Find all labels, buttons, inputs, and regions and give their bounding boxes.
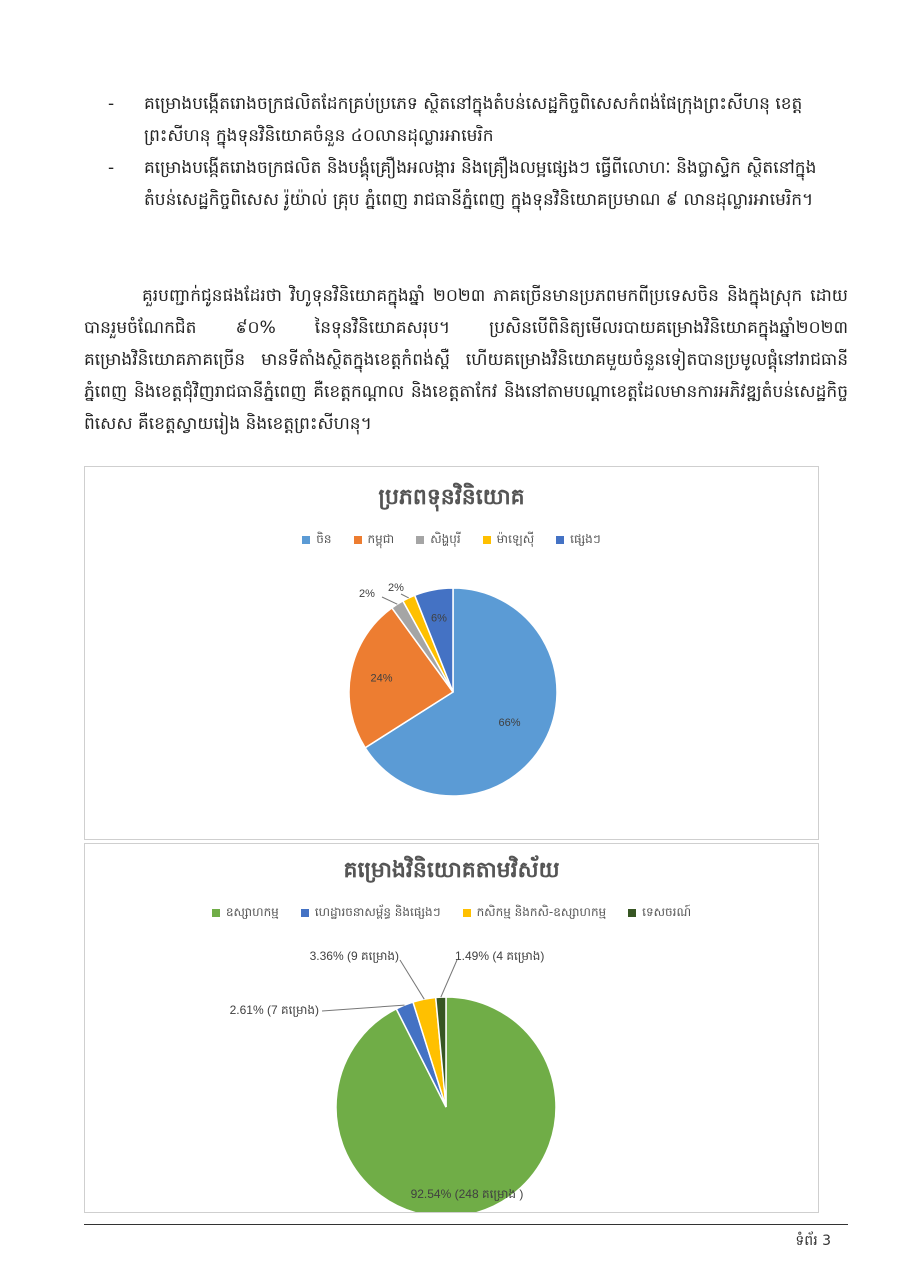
data-label: 6% <box>431 612 447 625</box>
legend-label: កម្ពុជា <box>367 532 395 546</box>
legend-label: ចិន <box>316 532 332 546</box>
chart-title: គម្រោងវិនិយោគតាមវិស័យ <box>343 858 560 883</box>
label-leader <box>400 960 424 999</box>
legend-label: ផ្សេងៗ <box>570 532 601 546</box>
pie-svg <box>85 467 818 839</box>
label-leader <box>382 597 397 604</box>
pie-svg <box>85 844 818 1212</box>
legend-label: ឧស្សាហកម្ម <box>225 905 279 919</box>
bullet-text: គម្រោងបង្កើតរោងចក្រផលិតដែកគ្រប់ប្រភេទ ស្ថិតនៅក្នុងតំបន់សេដ្ឋកិច្ចពិសេសកំពង់ផែក្រុងព្រះសីហនុ ខេត្តព្រះសីហនុ ក្នុងទុនវិនិយោគចំនួន ៤០លានដុល្លារអាមេរិក <box>144 94 803 146</box>
legend-label: ទេសចរណ៍ <box>642 905 692 919</box>
data-label: 1.49% (4 គម្រោង) <box>455 949 545 964</box>
bullet-list <box>108 88 848 216</box>
label-leader <box>322 1005 405 1011</box>
bullet-item <box>108 152 848 216</box>
legend-label: ម៉ាឡេស៊ី <box>496 532 535 546</box>
data-label: 24% <box>370 672 393 685</box>
bullet-item <box>108 88 848 152</box>
data-label: 3.36% (9 គម្រោង) <box>309 949 399 964</box>
bullet-text: គម្រោងបង្កើតរោងចក្រផលិត និងបង្គុំគ្រឿងអលង្ការ និងគ្រឿងលម្អផ្សេងៗ ធ្វើពីលោហៈ និងប្លាស្ទិក ស្ថិតនៅក្នុងតំបន់សេដ្ឋកិច្ចពិសេស រ៉ូយ៉ាល់ គ្រុប ភ្នំពេញ រាជធានីភ្នំពេញ ក្នុងទុនវិនិយោគប្រមាណ ៩ លានដុល្លារអាមេរិក។ <box>144 158 817 210</box>
investment-source-chart <box>84 466 819 840</box>
legend-label: កសិកម្ម និងកសិ-ឧស្សាហកម្ម <box>476 905 607 919</box>
label-leader <box>441 960 457 997</box>
data-label: 2% <box>388 581 404 594</box>
body-paragraph: គួរបញ្ជាក់ជូនផងដែរថា វិហូទុនវិនិយោគក្នុងឆ្នាំ ២០២៣ ភាគច្រើនមានប្រភពមកពីប្រទេសចិន និងក្នុងស្រុក ដោយបានរួមចំណែកជិត ៩០% នៃទុនវិនិយោគសរុប។ ប្រសិនបើពិនិត្យមើលរបាយគម្រោងវិនិយោគក្នុងឆ្នាំ២០២៣ គម្រោងវិនិយោគភាគច្រើន មានទីតាំងស្ថិតក្នុងខេត្តកំពង់ស្ពឺ ហើយគម្រោងវិនិយោគមួយចំនួនទៀតបានប្រមូលផ្តុំនៅរាជធានីភ្នំពេញ និងខេត្តជុំវិញរាជធានីភ្នំពេញ គឺខេត្តកណ្តាល និងខេត្តតាកែវ និងនៅតាមបណ្តាខេត្តដែលមានការអភិវឌ្ឍតំបន់សេដ្ឋកិច្ចពិសេស គឺខេត្តស្វាយរៀង និងខេត្តព្រះសីហនុ។ <box>84 286 848 434</box>
page-number: ទំព័រ 3 <box>795 1233 831 1249</box>
investment-sector-chart <box>84 843 819 1213</box>
data-label: 92.54% (248 គម្រោង ) <box>410 1186 524 1201</box>
footer-divider <box>84 1224 848 1225</box>
data-label: 2.61% (7 គម្រោង) <box>229 1003 319 1018</box>
bullet-dash: - <box>108 158 115 178</box>
data-label: 66% <box>498 716 521 729</box>
label-leader <box>401 594 409 598</box>
legend-label: ហេដ្ឋារចនាសម្ព័ន្ធ និងផ្សេងៗ <box>314 905 441 919</box>
bullet-dash: - <box>108 94 115 114</box>
data-label: 2% <box>359 587 375 600</box>
legend-label: សិង្ហបុរី <box>430 532 461 546</box>
chart-title: ប្រភពទុនវិនិយោគ <box>378 485 525 510</box>
